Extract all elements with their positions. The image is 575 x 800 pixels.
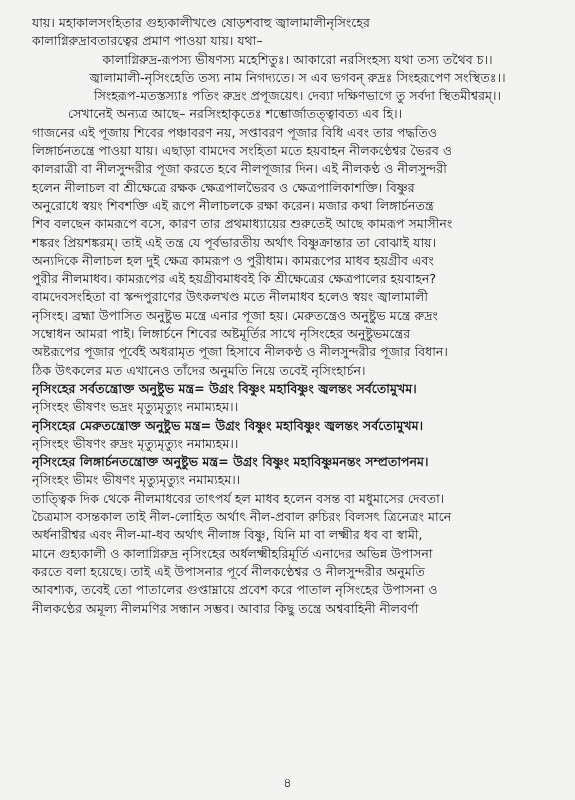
- verse-line: সিংহরূপ-মতস্তস্যাঃ পতিং রুদ্রং প্রপূজয়েৎ। দেব্যা দক্ষিণভাগে তু সর্বদা স্থিতমীশ্বরম্।।: [93, 88, 502, 104]
- text-line: লিঙ্গার্চনতন্ত্রে পাওয়া যায়। এছাড়া বামদেব সংহিতা মতে হয়বাহন নীলকণ্ঠেশ্বর ভৈরব ও: [32, 143, 453, 159]
- text-line: পুরীর নীলমাধব। কামরূপের এই হয়গ্রীবমাধবই কি শ্রীক্ষেত্রের ক্ষেত্রপালের হয়বাহন?: [32, 271, 437, 287]
- page-number: ৪: [283, 776, 292, 791]
- text-line: সম্বোধন আমরা পাই। লিঙ্গার্চনে শিবের অষ্টমূর্তির সাথে নৃসিংহের অনুষ্টুভমন্ত্রের: [32, 326, 411, 342]
- mantra-line: নৃসিংহং ভীষণং রুদ্রং মৃত্যুমৃত্যুং নমাম্যহম।।: [32, 435, 239, 451]
- text-line: নীলকণ্ঠের অমূল্য নীলমণির সন্ধান সম্ভব। আবার কিছু তন্ত্রে অশ্ববাহিনী নীলবর্ণা: [32, 600, 419, 616]
- text-line: করতে বলা হয়েছে। তাই এই উপাসনার পূর্বে নীলকণ্ঠেশ্বর ও নীলসুন্দরীর অনুমতি: [32, 563, 425, 579]
- text-line: কালাগ্নিরুদ্রাবতারত্বের প্রমাণ পাওয়া যায়। যথা–: [32, 33, 263, 49]
- verse-line: কালাগ্নিরুদ্র-রূপস্য ভীষণস্য মহেশিতুঃ। আকারো নরসিংহস্য যথা তস্য তথৈব চ।।: [102, 51, 493, 67]
- text-line: বামদেবসংহিতা বা স্কন্দপুরাণের উৎকলখণ্ড মতে নীলমাধব হলেও স্বয়ং জ্বালামালী: [32, 289, 428, 305]
- text-line: অন্যদিকে নীলাচল হল দুই ক্ষেত্র কামরূপ ও পুরীধাম। কামরূপের মাধব হয়গ্রীব এবং: [32, 252, 434, 268]
- text-line: হলেন নীলাচল বা শ্রীক্ষেত্রে রক্ষক ক্ষেত্রপালভৈরব ও ক্ষেত্রপালিকাশক্তি। বিষ্ণুর: [32, 179, 415, 195]
- mantra-heading: নৃসিংহের মেরুতন্ত্রোক্ত অনুষ্টুভ মন্ত্র= উগ্রং বিষ্ণুং মহাবিষ্ণুং জ্বলন্তং সর্বতোমুখম।: [32, 417, 424, 433]
- text-line: নৃসিংহ। ব্রহ্মা উপাসিত অনুষ্টুভ মন্ত্রে এনার পূজা হয়। মেরুতন্ত্রেও অনুষ্টুভ মন্ত্রে রুদ্রং: [32, 307, 438, 323]
- text-line: যায়। মহাকালসংহিতার গুহ্যকালীখণ্ডে ষোড়শবাহু জ্বালামালীনৃসিংহের: [32, 15, 370, 30]
- mantra-line: নৃসিংহং ভীমং ভীষণং মৃত্যুমৃত্যুং নমাম্যহম।।: [32, 472, 241, 488]
- mantra-heading: নৃসিংহের লিঙ্গার্চনতন্ত্রোক্ত অনুষ্টুভ মন্ত্র= উগ্রং বিষ্ণুং মহাবিষ্ণুমনন্তং সম্প্রতাপনম।: [32, 454, 429, 470]
- text-line: শিব বলছেন কামরূপে বসে, কারণ তার প্রথমাধ্যায়ের শুরুতেই আছে কামরূপ সমাসীনং: [32, 216, 453, 232]
- text-line: মানে গুহ্যকালী ও কালাগ্নিরুদ্র নৃসিংহের অর্ধলক্ষ্মীহরিমূর্তি এনাদের অভিন্ন উপাসনা: [32, 545, 433, 561]
- text-line: গাজনের এই পূজায় শিবের পঞ্চাবরণ নয়, সপ্তাবরণ পূজার বিধি এবং তার পদ্ধতিও: [32, 124, 438, 140]
- text-line: চৈত্রমাস বসন্তকাল তাই নীল-লোহিত অর্থাৎ নীল-প্রবাল রুচিরং বিলসৎ ত্রিনেত্রং মানে: [32, 509, 452, 525]
- verse-line: জ্বালামালী-নৃসিংহেতি তস্য নাম নিগদ্যতে। স এব ভগবন্ রুদ্রঃ সিংহরূপেণ সংস্থিতঃ।।: [89, 69, 506, 85]
- text-line: তাত্ত্বিক দিক থেকে নীলমাধবের তাৎপর্য হল মাধব হলেন বসন্ত বা মধুমাসের দেবতা।: [32, 490, 445, 506]
- mantra-line: নৃসিংহং ভীষণং ভদ্রং মৃত্যুমৃত্যুং নমাম্যহম।।: [32, 399, 239, 415]
- text-line: অর্ধনারীশ্বর এবং নীল-মা-ধব অর্থাৎ নীলাঙ্গ বিষ্ণু, যিনি মা বা লক্ষ্মীর ধব বা স্বামী,: [32, 527, 423, 543]
- mantra-heading: নৃসিংহের সর্বতন্ত্রোক্ত অনুষ্টুভ মন্ত্র= উগ্রং বিষ্ণুং মহাবিষ্ণুং জ্বলন্তং সর্বতোমুখম।: [32, 380, 417, 396]
- verse-line: সেখানেই অন্যত্র আছে– নরসিংহাকৃতেঃ শম্ভোর্জাতত্ত্বাবত্য এব হি।।: [68, 106, 403, 122]
- text-line: অনুরোধে স্বয়ং শিবশক্তি এই রূপে নীলাচলকে রক্ষা করেন। মজার কথা লিঙ্গার্চনতন্ত্র: [32, 197, 434, 213]
- text-line: ঠিক উৎকলের মত এখানেও তাঁদের অনুমতি নিয়ে তবেই নৃসিংহার্চন।: [32, 362, 366, 378]
- text-line: কালরাত্রী বা নীলসুন্দরীর পূজা করতে হবে নীলপূজার দিন। এই নীলকণ্ঠ ও নীলসুন্দরী: [32, 161, 447, 177]
- text-line: আবশ্যক, তবেই তো পাতালের গুপ্তাম্নায়ে প্রবেশ করে পাতাল নৃসিংহের উপাসনা ও: [32, 582, 438, 598]
- text-line: শঙ্করং প্রিয়শঙ্করম্। তাই এই তন্ত্র যে পূর্বভারতীয় অর্থাৎ বিষ্ণুক্রান্তার তা বোঝাই যায়।: [32, 234, 437, 250]
- text-line: অষ্টরূপের পূজার পূর্বেই অধরামৃত পূজা হিসাবে নীলকণ্ঠ ও নীলসুন্দরীর পূজার বিধান।: [32, 344, 448, 360]
